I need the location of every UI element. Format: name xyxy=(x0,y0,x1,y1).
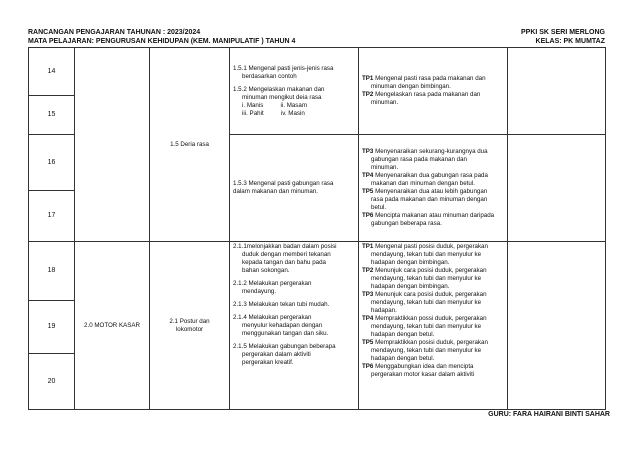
week-number: 16 xyxy=(29,135,75,191)
teacher-signature: GURU: FARA HAIRANI BINTI SAHAR xyxy=(488,411,610,418)
week-number: 14 xyxy=(29,48,75,96)
plan-title: RANCANGAN PENGAJARAN TAHUNAN : 2023/2024 xyxy=(28,29,201,36)
table-row xyxy=(29,48,606,96)
week-number: 19 xyxy=(29,301,75,354)
week-number: 18 xyxy=(29,242,75,301)
week-number: 17 xyxy=(29,191,75,242)
performance-level: TP3 Menyenaraikan sekurang-kurangnya dua gabungan rasa pada makanan dan minuman. TP4 Menyenaraikan dua gabungan rasa pada makanan dan minuman dengan betul. TP5 Menyenaraikan dua atau lebih gabungan rasa pada makanan dan minuman dengan betul. TP6 Mencipta makanan atau minuman daripada gabungan beberapa rasa. xyxy=(359,135,508,242)
unit-name: 2.0 MOTOR KASAR xyxy=(75,242,150,410)
class-name: KELAS: PK MUMTAZ xyxy=(535,38,605,45)
performance-level: TP1 Mengenal pasti posisi duduk, pergerakan mendayung, tekan tubi dan menyulur ke hadapan dengan bimbingan. TP2 Menunjuk cara posisi duduk, pergerakan mendayung, tekan tubi dan menyulur ke hadapan dengan bimbingan. TP3 Menunjuk cara posisi duduk, pergerakan mendayung, tekan tubi dan menyulur ke hadapan. TP4 Mempraktikkan possi duduk, pergerakan mendayung, tekan tubi dan menyulur ke hadapan dengan betul. TP5 Mempraktikkan posisi duduk, pergerakan mendayung, tekan tubi dan menyulur ke hadapan dengan betul. TP6 Menggabungkan idea dan mencipta pergerakan motor kasar dalam aktiviti xyxy=(359,242,508,410)
content-standard: 1.5 Deria rasa xyxy=(150,48,230,242)
content-standard: 2.1 Postur dan lokomotor xyxy=(150,242,230,410)
notes-cell xyxy=(508,242,606,410)
week-number: 15 xyxy=(29,96,75,135)
learning-standard: 1.5.1 Mengenal pasti jenis-jenis rasa berdasarkan contoh 1.5.2 Mengelaskan makanan dan minuman mengikut deia rasa i. Manis ii. Masam iii. Pahit iv. Masin xyxy=(230,48,359,135)
subject-title: MATA PELAJARAN: PENGURUSAN KEHIDUPAN (KEM. MANIPULATIF ) TAHUN 4 xyxy=(28,38,296,45)
learning-standard: 2.1.1melonjakkan badan dalam posisi duduk dengan memberi tekanan kepada tangan dan bahu pada bahan sokongan. 2.1.2 Melakukan pergerakan mendayung. 2.1.3 Melakukan tekan tubi mudah. 2.1.4 Melakukan pergerakan menyulur kehadapan dengan menggunakan tangan dan siku. 2.1.5 Melakukan gabungan beberapa pergerakan dalam aktiviti pergerakan kreatif. xyxy=(230,242,359,410)
unit-cell xyxy=(75,48,150,242)
notes-cell xyxy=(508,135,606,242)
lesson-plan-table xyxy=(28,47,606,410)
school-name: PPKI SK SERI MERLONG xyxy=(520,29,605,36)
notes-cell xyxy=(508,48,606,135)
table-row xyxy=(29,242,606,301)
learning-standard: 1.5.3 Mengenal pasti gabungan rasa dalam makanan dan minuman. xyxy=(230,135,359,242)
week-number: 20 xyxy=(29,354,75,410)
performance-level: TP1 Mengenal pasti rasa pada makanan dan minuman dengan bimbingan. TP2 Mengelaskan rasa pada makanan dan minuman. xyxy=(359,48,508,135)
